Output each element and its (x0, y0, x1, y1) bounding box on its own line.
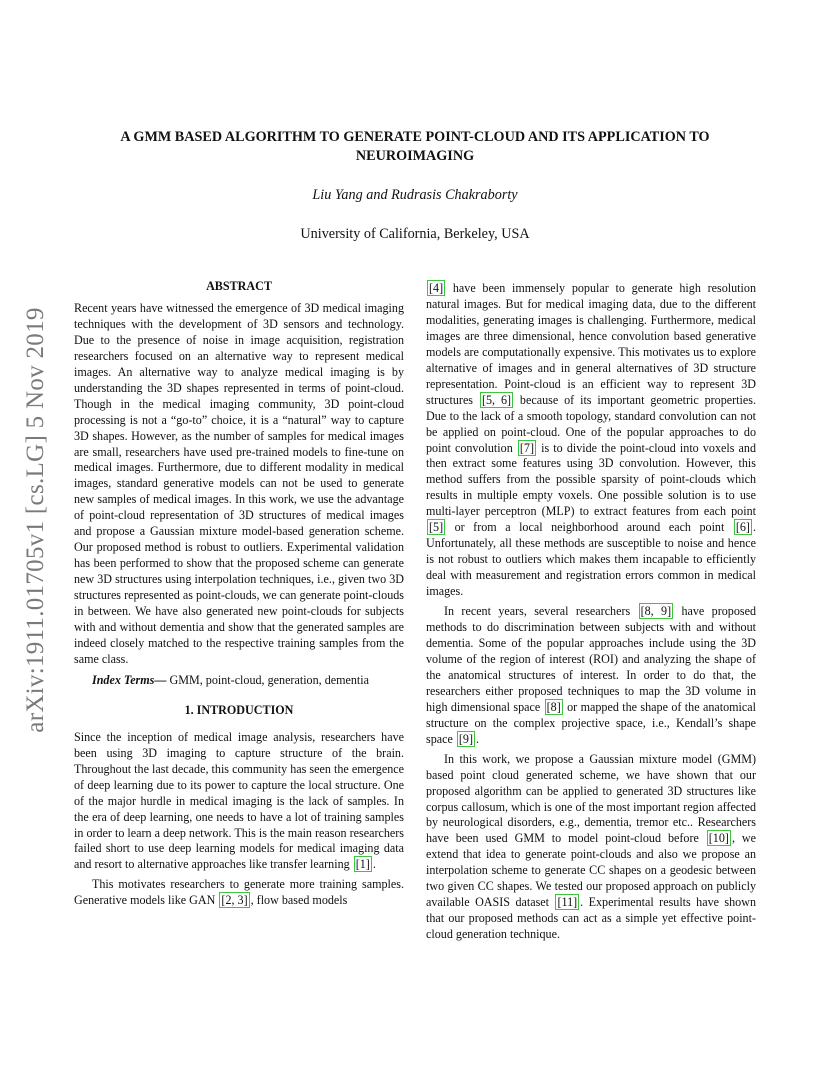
right-p1-text-a: have been immensely popular to generate high resolution natural images. But for medical imaging data, due to the different modalities, generating images is challenging. Furthermore, medical images are three dimensional, hence convolution based generative models are computationally expensive. This motivates us to explore alternative of images and in general alternatives of 3D structure representation. Point-cloud is an efficient way to represent 3D structures (426, 281, 756, 407)
abstract-text: Recent years have witnessed the emergence of 3D medical imaging techniques with the development of 3D sensors and technology. Due to the presence of noise in image acquisition, registration researchers focused on an alternative way to represent medical images. An alternative way to analyze medical imaging is by understanding the 3D shapes represented in terms of point-cloud. Though in the medical imaging community, 3D point-cloud processing is not a “go-to” choice, it is a “natural” way to capture 3D shapes. However, as the number of samples for medical images are small, researchers have used pre-trained models to fine-tune on medical images. Furthermore, due to different modality in medical images, standard generative models can not be used to generate new samples of medical images. In this work, we use the advantage of point-cloud representation of 3D structures of medical images and propose a Gaussian mixture model-based generation scheme. Our proposed method is robust to outliers. Experimental validation has been performed to show that the proposed scheme can generate new 3D structures using interpolation techniques, i.e., given two 3D structures represented as point-clouds, we can generate point-clouds in between. We have also generated new point-clouds for subjects with and without dementia and show that the generated samples are indeed closely matched to the respective training samples from the same class. (74, 300, 404, 666)
right-p2-text-c: or mapped the shape of the anatomical structure on the complex projective space, i.e., Kendall’s shape space (426, 699, 756, 746)
citation-link[interactable]: [7] (519, 440, 534, 455)
intro-p1-end: . (372, 857, 376, 872)
index-terms-text: GMM, point-cloud, generation, dementia (169, 672, 370, 687)
citation-link[interactable]: [11] (557, 895, 578, 910)
paper-title: A GMM BASED ALGORITHM TO GENERATE POINT-CLOUD AND ITS APPLICATION TO NEUROIMAGING (120, 129, 710, 164)
intro-p1-text: Since the inception of medical image analysis, researchers have been using 3D imaging to capture structure of the brain. Throughout the last decade, this community has seen the emergence of deep learning due to its power to capture the local structure. One of the major hurdle in medical imaging is the lack of samples. In the era of deep learning, one needs to have a lot of training samples in order to learn a deep network. This is the main reason researchers failed short to use deep learning models for medical imaging data and resort to alternative approaches like transfer learning (74, 729, 404, 872)
arxiv-id[interactable]: arXiv:1911.01705v1 [cs.LG] 5 Nov 2019 (22, 307, 49, 733)
right-p1-text-b: because of its important geometric properties. Due to the lack of a smooth topology, standard convolution can not be applied on point-cloud. One of the popular approaches to do point convolution (426, 392, 756, 455)
right-p2-text-b: have proposed methods to do discrimination between subjects with and without dementia. Some of the popular approaches include using the 3D volume of the region of interest (ROI) and analyzing the shape of the anatomical structures of interest. In order to do that, the researchers either proposed techniques to map the 3D volume in high dimensional space (426, 604, 756, 714)
citation-link[interactable]: [6] (735, 520, 750, 535)
right-paragraph-1 (426, 281, 756, 600)
citation-link[interactable]: [8, 9] (640, 604, 672, 619)
right-p1-text-e: . Unfortunately, all these methods are susceptible to noise and hence is not robust to outliers which makes them incapable to efficiently deal with measurement and registration errors common in medical images. (426, 520, 756, 599)
intro-heading: 1. INTRODUCTION (184, 702, 294, 717)
index-terms (74, 673, 404, 689)
citation-link[interactable]: [5, 6] (481, 392, 512, 407)
intro-p2-text-end: , flow based models (250, 893, 348, 908)
right-p1-text-c: is to divide the point-cloud into voxels and then extract some features using 3D convolution. However, this method suffers from the possible sparsity of point-clouds which results in multiple empty voxels. One possible solution is to use multi-layer perceptron (MLP) to extract features from each point (426, 440, 756, 519)
intro-paragraph-1 (74, 730, 404, 874)
citation-link[interactable]: [10] (708, 831, 729, 846)
right-column (426, 281, 756, 943)
right-p3-text-a: In this work, we propose a Gaussian mixture model (GMM) based point cloud generated scheme, we have shown that our proposed algorithm can be applied to generated 3D structures like corpus callosum, which is one of the most important region affected by neurological disorders, e.g., dementia, tremor etc.. Researchers have been used GMM to model point-cloud before (426, 751, 756, 846)
right-p2-text-d: . (476, 731, 480, 746)
citation-link[interactable]: [9] (458, 731, 473, 746)
affiliation: University of California, Berkeley, USA (300, 226, 530, 242)
right-p1-text-d: or from a local neighborhood around each point (446, 520, 725, 535)
citation-link[interactable]: [8] (546, 699, 561, 714)
abstract-heading: ABSTRACT (206, 279, 272, 293)
left-column (74, 279, 404, 909)
intro-p2-text: This motivates researchers to generate more training samples. Generative models like GAN (74, 877, 404, 908)
right-paragraph-3 (426, 752, 756, 943)
right-p3-text-b: , we extend that idea to generate point-clouds and also we propose an interpolation scheme to generate CC shapes on a geodesic between two given CC shapes. We tested our proposed approach on publicly available OASIS dataset (426, 831, 756, 910)
index-terms-label: Index Terms— (92, 672, 167, 687)
citation-link[interactable]: [2, 3] (221, 893, 248, 908)
citation-link[interactable]: [1] (355, 857, 370, 872)
right-paragraph-2 (426, 604, 756, 748)
right-p3-text-c: . Experimental results have shown that our proposed methods can act as a simple yet effective point-cloud generation technique. (426, 895, 757, 942)
intro-paragraph-2 (74, 877, 404, 909)
citation-link[interactable]: [4] (429, 281, 444, 295)
authors: Liu Yang and Rudrasis Chakraborty (312, 187, 518, 203)
right-p2-text-a: In recent years, several researchers (444, 604, 631, 619)
arxiv-stamp (18, 290, 54, 750)
citation-link[interactable]: [5] (429, 520, 444, 535)
